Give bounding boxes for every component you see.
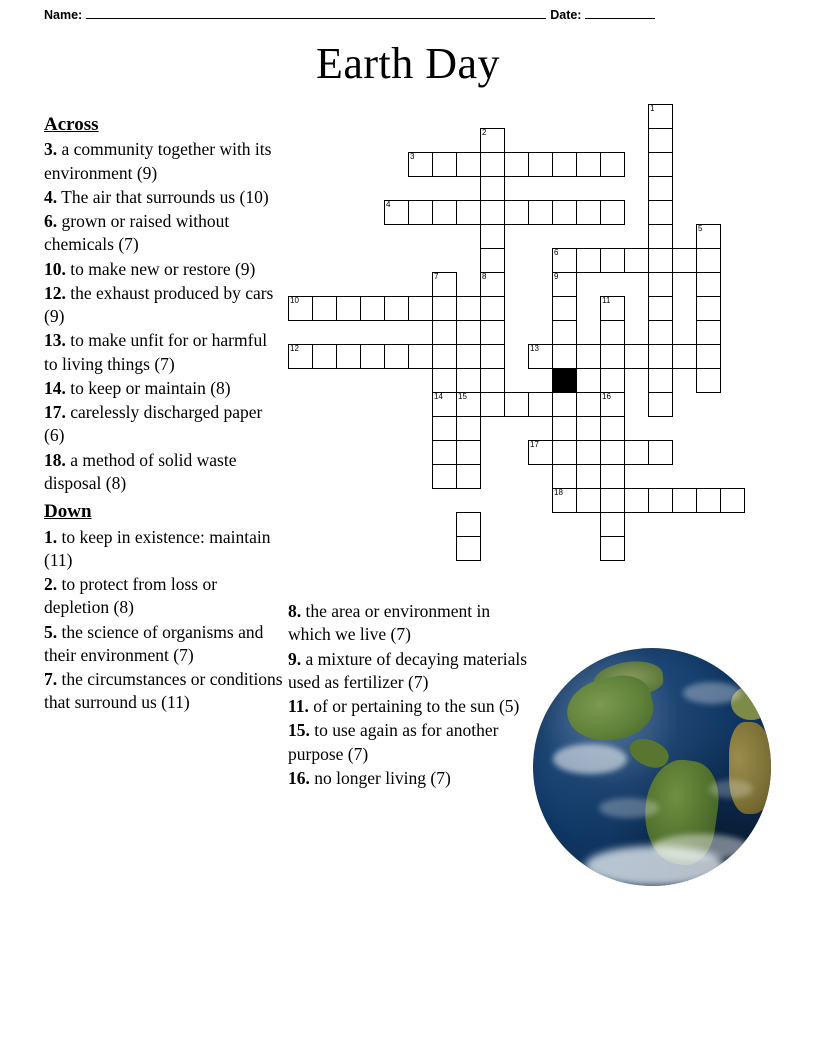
grid-cell[interactable] <box>456 296 481 321</box>
grid-cell[interactable] <box>552 344 577 369</box>
grid-cell[interactable] <box>456 464 481 489</box>
grid-cell-number: 16 <box>602 392 611 401</box>
grid-cell[interactable] <box>648 320 673 345</box>
grid-cell-number: 5 <box>698 224 703 233</box>
grid-cell-number: 11 <box>602 296 611 305</box>
grid-cell-number: 10 <box>290 296 299 305</box>
grid-cell[interactable] <box>648 392 673 417</box>
clue-item <box>44 573 284 620</box>
grid-cell[interactable] <box>552 272 577 297</box>
grid-cell[interactable] <box>384 200 409 225</box>
grid-cell[interactable] <box>552 464 577 489</box>
clue-item <box>44 526 284 573</box>
grid-cell[interactable] <box>600 248 625 273</box>
cloud-band-3 <box>683 682 741 704</box>
grid-cell[interactable] <box>384 296 409 321</box>
grid-cell[interactable] <box>528 440 553 465</box>
grid-cell[interactable] <box>456 512 481 537</box>
grid-cell[interactable] <box>408 152 433 177</box>
grid-cell[interactable] <box>696 488 721 513</box>
grid-cell[interactable] <box>600 344 625 369</box>
grid-cell[interactable] <box>648 272 673 297</box>
grid-cell[interactable] <box>432 416 457 441</box>
clue-item <box>288 648 528 695</box>
clue-number: 10. <box>44 258 66 279</box>
grid-cell-number: 14 <box>434 392 443 401</box>
grid-cell[interactable] <box>672 248 697 273</box>
page-title: Earth Day <box>315 39 501 88</box>
crossword-grid[interactable] <box>288 104 780 574</box>
grid-cell[interactable] <box>696 224 721 249</box>
grid-cell[interactable] <box>648 128 673 153</box>
grid-cell[interactable] <box>528 344 553 369</box>
grid-cell[interactable] <box>552 200 577 225</box>
grid-cell[interactable] <box>528 200 553 225</box>
clue-item <box>44 210 284 257</box>
clue-number: 3. <box>44 139 58 160</box>
grid-cell[interactable] <box>288 344 313 369</box>
grid-cell[interactable] <box>576 440 601 465</box>
grid-cell[interactable] <box>432 344 457 369</box>
clue-text: the area or environment in which we live (7) <box>288 601 491 645</box>
clue-item <box>288 600 528 647</box>
clue-text: a mixture of decaying materials used as fertilizer (7) <box>288 648 528 692</box>
clue-number: 1. <box>44 526 58 547</box>
grid-cell[interactable] <box>552 440 577 465</box>
grid-cell[interactable] <box>480 200 505 225</box>
grid-cell[interactable] <box>504 200 529 225</box>
grid-cell[interactable] <box>480 272 505 297</box>
grid-cell[interactable] <box>480 224 505 249</box>
grid-cell[interactable] <box>552 320 577 345</box>
grid-cell[interactable] <box>480 128 505 153</box>
grid-cell[interactable] <box>432 392 457 417</box>
grid-cell-number: 1 <box>650 104 655 113</box>
across-heading: Across <box>44 114 99 135</box>
grid-cell[interactable] <box>576 248 601 273</box>
grid-cell[interactable] <box>696 248 721 273</box>
grid-cell[interactable] <box>600 296 625 321</box>
clue-item <box>288 767 528 790</box>
clue-column-middle <box>288 600 528 791</box>
grid-cell[interactable] <box>552 488 577 513</box>
grid-cell-number: 8 <box>482 272 487 281</box>
grid-cell[interactable] <box>720 488 745 513</box>
grid-cell[interactable] <box>480 368 505 393</box>
clue-number: 8. <box>288 601 302 621</box>
clue-item <box>44 329 284 376</box>
clue-number: 15. <box>288 720 310 741</box>
grid-cell[interactable] <box>600 464 625 489</box>
down-clue-list-part2 <box>288 600 528 790</box>
grid-cell[interactable] <box>288 296 313 321</box>
cloud-band-1 <box>553 744 627 774</box>
grid-cell[interactable] <box>576 152 601 177</box>
clue-text: to use again as for another purpose (7) <box>288 720 499 764</box>
grid-cell[interactable] <box>384 344 409 369</box>
clue-text: grown or raised without chemicals (7) <box>44 211 230 255</box>
grid-cell[interactable] <box>600 488 625 513</box>
down-heading: Down <box>44 501 92 523</box>
grid-cell[interactable] <box>600 152 625 177</box>
grid-cell[interactable] <box>600 536 625 561</box>
grid-cell[interactable] <box>480 152 505 177</box>
clue-text: to keep in existence: maintain (11) <box>44 526 271 570</box>
grid-cell[interactable] <box>648 368 673 393</box>
grid-cell[interactable] <box>480 344 505 369</box>
grid-cell[interactable] <box>336 344 361 369</box>
clue-number: 9. <box>288 648 302 669</box>
grid-cell[interactable] <box>480 320 505 345</box>
grid-cell[interactable] <box>456 200 481 225</box>
clue-item <box>288 719 528 766</box>
clue-text: the science of organisms and their environment (7) <box>44 621 264 665</box>
grid-cell[interactable] <box>576 488 601 513</box>
clue-item <box>44 401 284 448</box>
grid-cell[interactable] <box>432 200 457 225</box>
clue-item <box>44 258 284 281</box>
across-clue-list <box>44 138 284 495</box>
grid-cell[interactable] <box>600 320 625 345</box>
clue-text: a community together with its environment (9) <box>44 139 272 183</box>
clue-item <box>44 621 284 668</box>
clue-text: to protect from loss or depletion (8) <box>44 574 218 618</box>
clue-item <box>44 668 284 715</box>
grid-cell[interactable] <box>600 416 625 441</box>
clue-text: to keep or maintain (8) <box>65 377 231 398</box>
grid-cell[interactable] <box>696 272 721 297</box>
grid-cell[interactable] <box>624 248 649 273</box>
grid-cell[interactable] <box>456 536 481 561</box>
grid-cell[interactable] <box>648 344 673 369</box>
grid-cell[interactable] <box>600 368 625 393</box>
grid-cell[interactable] <box>600 200 625 225</box>
grid-cell[interactable] <box>336 296 361 321</box>
grid-cell[interactable] <box>648 176 673 201</box>
clue-number: 11. <box>288 696 309 717</box>
grid-cell[interactable] <box>432 464 457 489</box>
clue-text: of or pertaining to the sun (5) <box>308 696 520 717</box>
grid-cell-number: 3 <box>410 152 415 161</box>
grid-cell[interactable] <box>576 392 601 417</box>
grid-cell[interactable] <box>480 248 505 273</box>
grid-cell[interactable] <box>456 392 481 417</box>
grid-cell[interactable] <box>648 248 673 273</box>
clue-number: 4. <box>44 186 58 207</box>
grid-cell[interactable] <box>648 104 673 129</box>
clue-number: 16. <box>288 767 310 788</box>
grid-cell[interactable] <box>432 296 457 321</box>
grid-cell[interactable] <box>528 392 553 417</box>
grid-cell[interactable] <box>552 296 577 321</box>
grid-cell-number: 12 <box>290 344 299 353</box>
grid-cell[interactable] <box>624 440 649 465</box>
grid-cell[interactable] <box>696 320 721 345</box>
clue-number: 7. <box>44 669 58 690</box>
grid-cell[interactable] <box>600 440 625 465</box>
grid-cell[interactable] <box>360 296 385 321</box>
clue-item <box>44 449 284 496</box>
grid-cell[interactable] <box>456 440 481 465</box>
grid-cell-number: 4 <box>386 200 391 209</box>
landmass-africa <box>729 722 771 814</box>
grid-cell[interactable] <box>504 152 529 177</box>
grid-cell[interactable] <box>456 344 481 369</box>
grid-cell[interactable] <box>552 248 577 273</box>
grid-cell[interactable] <box>552 392 577 417</box>
grid-cell[interactable] <box>408 296 433 321</box>
grid-cell[interactable] <box>624 344 649 369</box>
grid-cell[interactable] <box>648 440 673 465</box>
grid-cell[interactable] <box>432 368 457 393</box>
grid-cell[interactable] <box>456 152 481 177</box>
cloud-band-4 <box>599 798 659 818</box>
clue-number: 17. <box>44 402 66 423</box>
grid-cell[interactable] <box>312 296 337 321</box>
grid-cell[interactable] <box>576 344 601 369</box>
clue-text: the circumstances or conditions that surround us (11) <box>44 669 283 713</box>
date-blank-line[interactable] <box>585 6 655 19</box>
grid-cell[interactable] <box>672 344 697 369</box>
clue-number: 18. <box>44 449 66 470</box>
clue-text: no longer living (7) <box>309 767 451 788</box>
clue-item <box>44 186 284 209</box>
grid-cell[interactable] <box>408 344 433 369</box>
grid-cell-number: 18 <box>554 488 563 497</box>
name-label: Name: <box>44 8 83 22</box>
grid-cell[interactable] <box>432 152 457 177</box>
clue-item <box>288 695 528 718</box>
grid-cell[interactable] <box>672 488 697 513</box>
earth-globe-image <box>533 648 771 886</box>
name-blank-line[interactable] <box>86 6 546 19</box>
grid-cell[interactable] <box>360 344 385 369</box>
clue-number: 2. <box>44 574 58 595</box>
clue-text: a method of solid waste disposal (8) <box>44 449 237 493</box>
cloud-band-5 <box>709 780 753 798</box>
grid-cell[interactable] <box>480 176 505 201</box>
grid-cell[interactable] <box>432 320 457 345</box>
clue-text: carelessly discharged paper (6) <box>44 402 263 446</box>
clue-number: 12. <box>44 282 66 303</box>
grid-cell[interactable] <box>696 296 721 321</box>
grid-cell[interactable] <box>696 344 721 369</box>
grid-cell[interactable] <box>312 344 337 369</box>
grid-cell-number: 17 <box>530 440 539 449</box>
grid-block <box>552 368 577 393</box>
grid-cell[interactable] <box>600 512 625 537</box>
grid-cell-number: 7 <box>434 272 439 281</box>
grid-cell-number: 15 <box>458 392 467 401</box>
grid-cell[interactable] <box>600 392 625 417</box>
globe-sphere <box>533 648 771 886</box>
clue-text: to make new or restore (9) <box>65 258 256 279</box>
grid-cell[interactable] <box>648 152 673 177</box>
grid-cell[interactable] <box>480 392 505 417</box>
clue-column-left <box>44 112 284 716</box>
grid-cell[interactable] <box>552 416 577 441</box>
grid-cell-number: 2 <box>482 128 487 137</box>
clue-item <box>44 138 284 185</box>
clue-number: 5. <box>44 621 58 642</box>
grid-cell[interactable] <box>624 488 649 513</box>
grid-cell[interactable] <box>648 200 673 225</box>
date-label: Date: <box>550 8 582 22</box>
grid-cell[interactable] <box>408 200 433 225</box>
grid-cell-number: 6 <box>554 248 559 257</box>
grid-cell[interactable] <box>528 152 553 177</box>
clue-text: The air that surrounds us (10) <box>57 186 269 207</box>
grid-cell[interactable] <box>432 272 457 297</box>
grid-cell-number: 13 <box>530 344 539 353</box>
grid-cell[interactable] <box>480 296 505 321</box>
down-clue-list-part1 <box>44 526 284 715</box>
grid-cell[interactable] <box>696 368 721 393</box>
grid-cell[interactable] <box>648 224 673 249</box>
grid-cell[interactable] <box>648 296 673 321</box>
grid-cell[interactable] <box>648 488 673 513</box>
clue-number: 13. <box>44 330 66 351</box>
clue-number: 6. <box>44 211 58 232</box>
polar-icecap <box>585 846 725 886</box>
clue-item <box>44 282 284 329</box>
grid-cell[interactable] <box>456 416 481 441</box>
clue-text: the exhaust produced by cars (9) <box>44 282 274 327</box>
grid-cell[interactable] <box>576 200 601 225</box>
grid-cell[interactable] <box>432 440 457 465</box>
landmass-north-america <box>561 670 658 749</box>
clue-item <box>44 377 284 400</box>
clue-text: to make unfit for or harmful to living things (7) <box>44 330 268 374</box>
grid-cell-number: 9 <box>554 272 559 281</box>
name-date-line <box>44 6 744 26</box>
grid-cell[interactable] <box>552 152 577 177</box>
clue-number: 14. <box>44 377 66 398</box>
grid-cell[interactable] <box>504 392 529 417</box>
